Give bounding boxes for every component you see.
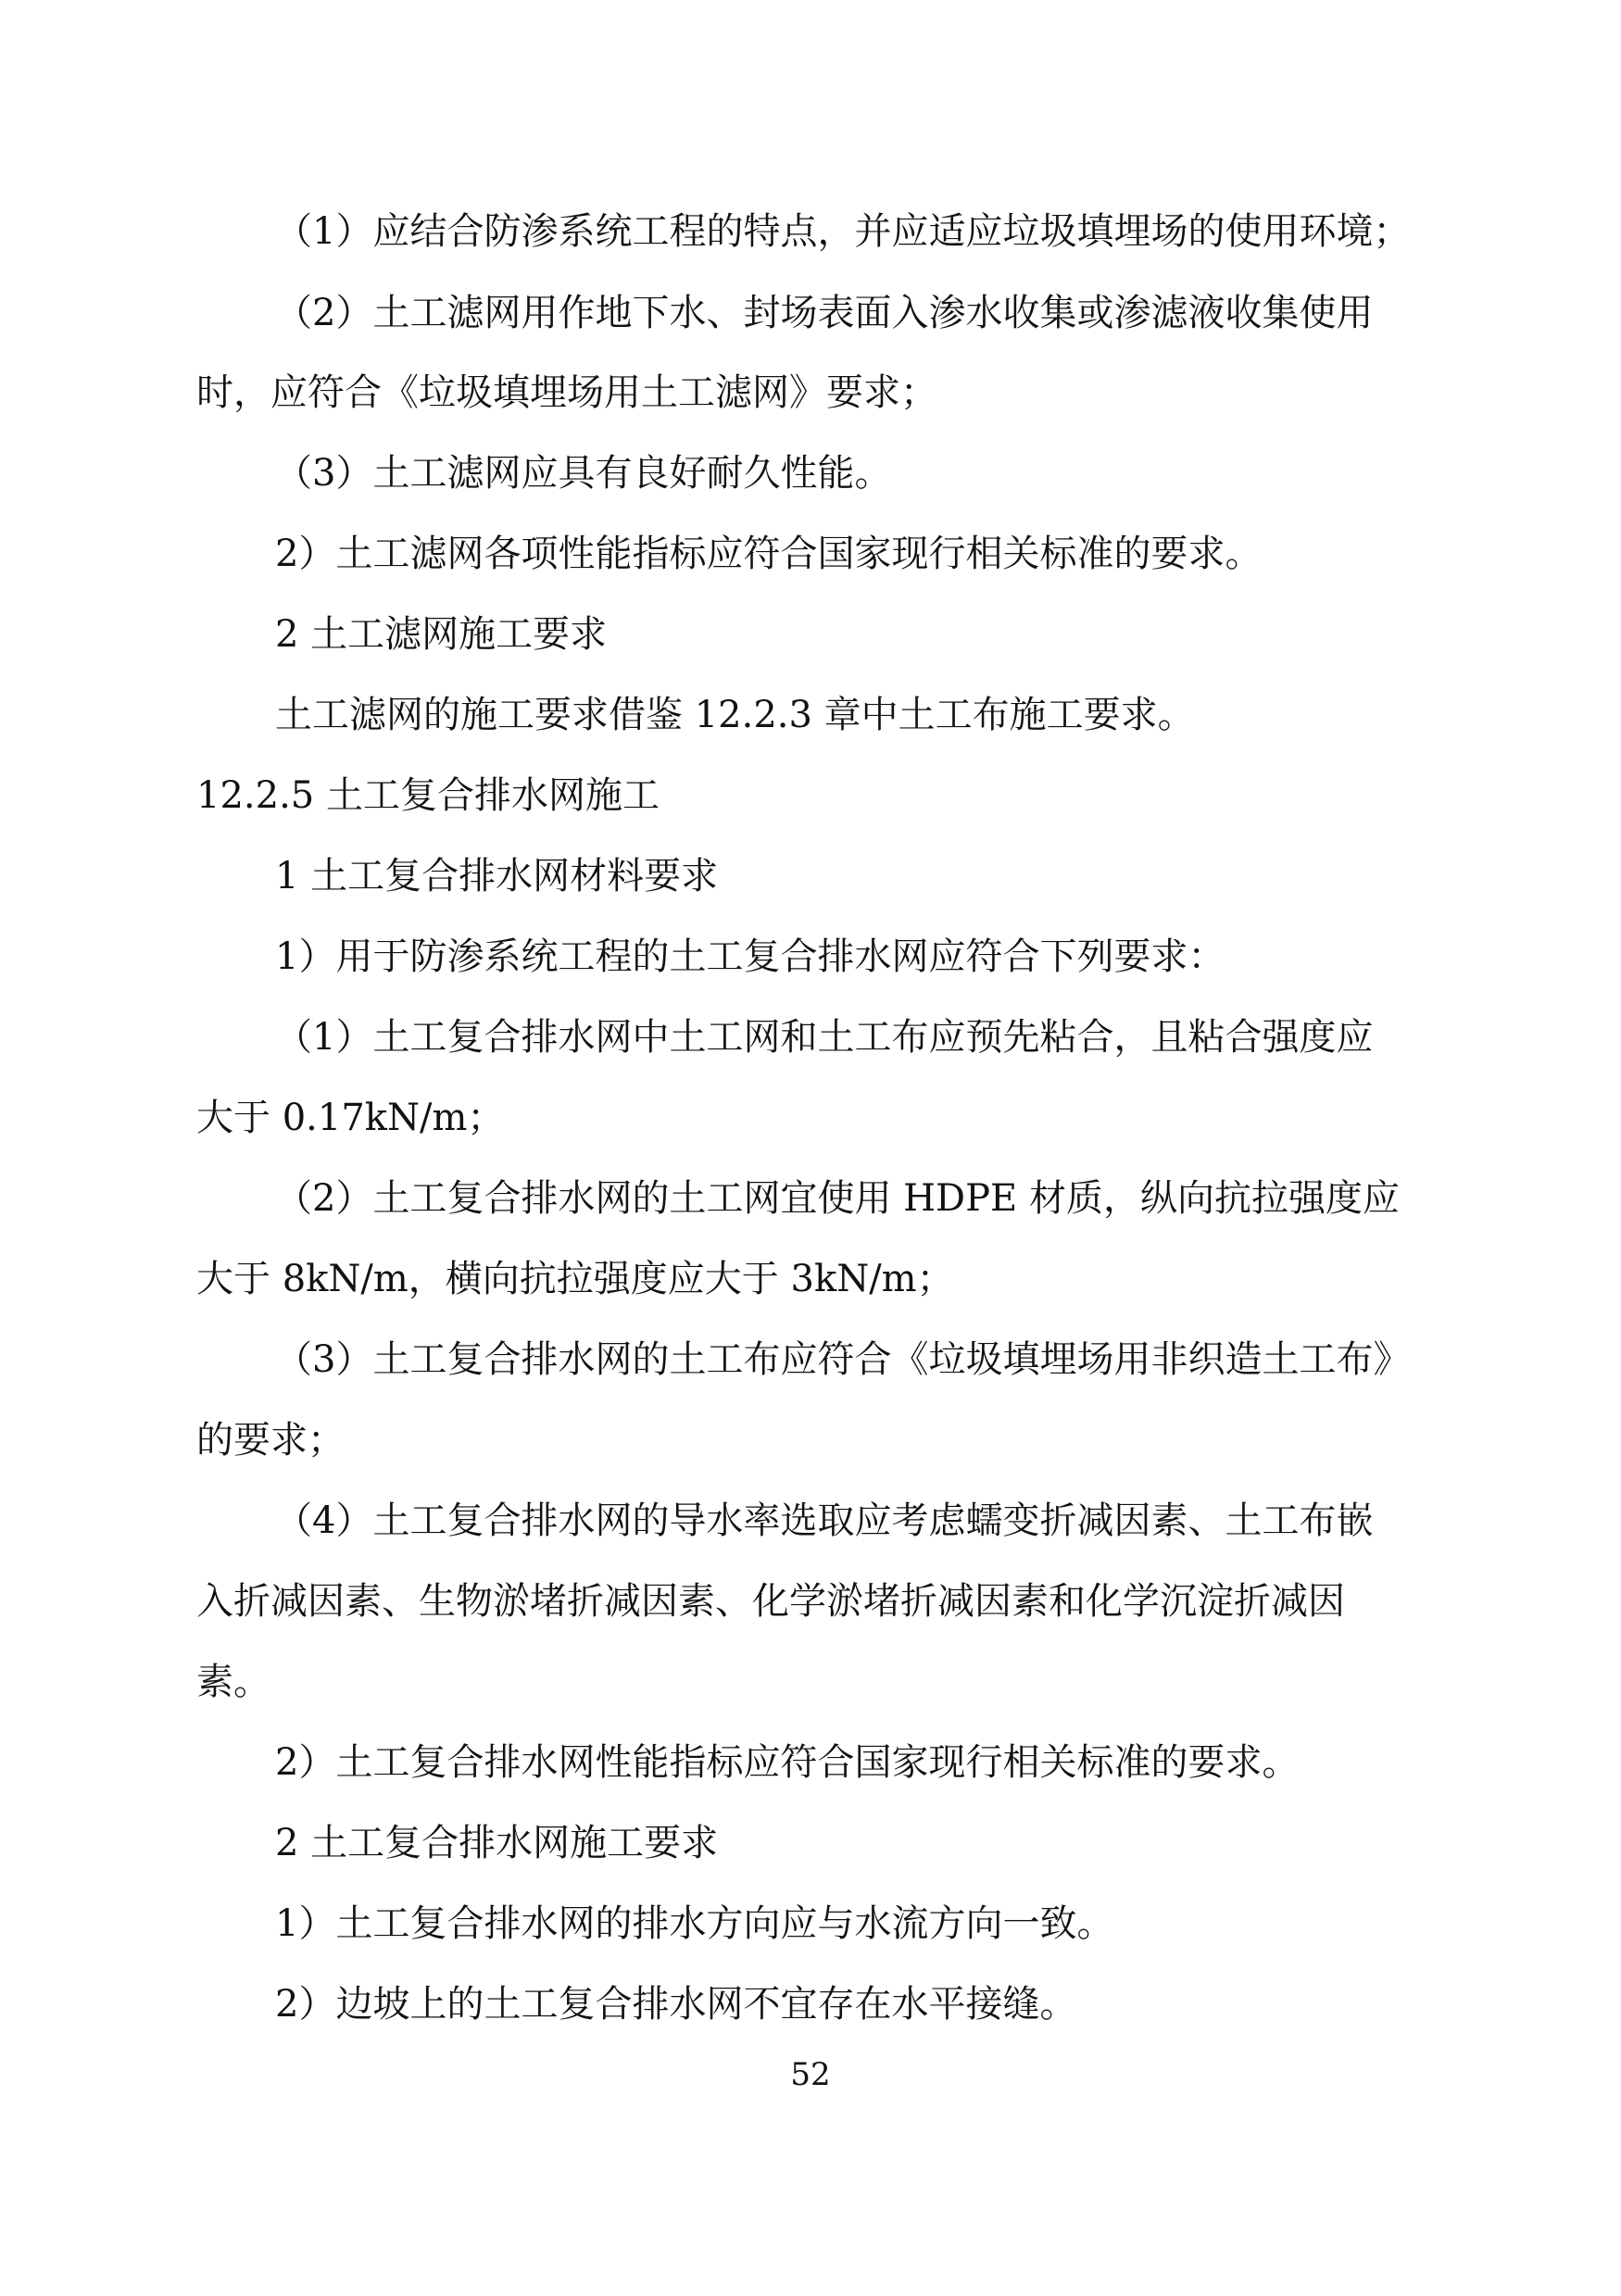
text-line-12: 大于 0.17kN/m；	[196, 1097, 505, 1139]
text-line-5: 2）土工滤网各项性能指标应符合国家现行相关标准的要求。	[275, 533, 1263, 575]
text-line-13: （2）土工复合排水网的土工网宜使用 HDPE 材质，纵向抗拉强度应	[275, 1177, 1400, 1220]
section-heading-drainage-construction: 2 土工复合排水网施工要求	[275, 1822, 719, 1864]
text-line-17: （4）土工复合排水网的导水率选取应考虑蠕变折减因素、土工布嵌	[275, 1499, 1374, 1542]
text-line-16: 的要求；	[196, 1419, 345, 1462]
text-line-19: 素。	[196, 1661, 270, 1703]
text-line-22: 1）土工复合排水网的排水方向应与水流方向一致。	[275, 1902, 1114, 1945]
text-line-7: 土工滤网的施工要求借鉴 12.2.3 章中土工布施工要求。	[275, 694, 1195, 736]
text-line-10: 1）用于防渗系统工程的土工复合排水网应符合下列要求：	[275, 935, 1225, 978]
text-line-23: 2）边坡上的土工复合排水网不宜存在水平接缝。	[275, 1983, 1077, 2026]
text-line-2: （2）土工滤网用作地下水、封场表面入渗水收集或渗滤液收集使用	[275, 292, 1374, 334]
text-line-15: （3）土工复合排水网的土工布应符合《垃圾填埋场用非织造土工布》	[275, 1338, 1411, 1381]
section-heading-material-requirements: 1 土工复合排水网材料要求	[275, 855, 719, 897]
page-number: 52	[790, 2056, 831, 2093]
text-line-18: 入折减因素、生物淤堵折减因素、化学淤堵折减因素和化学沉淀折减因	[196, 1580, 1345, 1623]
text-line-20: 2）土工复合排水网性能指标应符合国家现行相关标准的要求。	[275, 1741, 1300, 1784]
text-line-11: （1）土工复合排水网中土工网和土工布应预先粘合，且粘合强度应	[275, 1016, 1374, 1059]
text-line-14: 大于 8kN/m，横向抗拉强度应大于 3kN/m；	[196, 1258, 954, 1300]
section-heading-12-2-5: 12.2.5 土工复合排水网施工	[196, 774, 660, 817]
text-line-1: （1）应结合防渗系统工程的特点，并应适应垃圾填埋场的使用环境；	[275, 210, 1411, 253]
text-line-3: 时，应符合《垃圾填埋场用土工滤网》要求；	[196, 371, 937, 414]
text-line-4: （3）土工滤网应具有良好耐久性能。	[275, 452, 892, 495]
section-heading-filter-construction: 2 土工滤网施工要求	[275, 613, 608, 656]
